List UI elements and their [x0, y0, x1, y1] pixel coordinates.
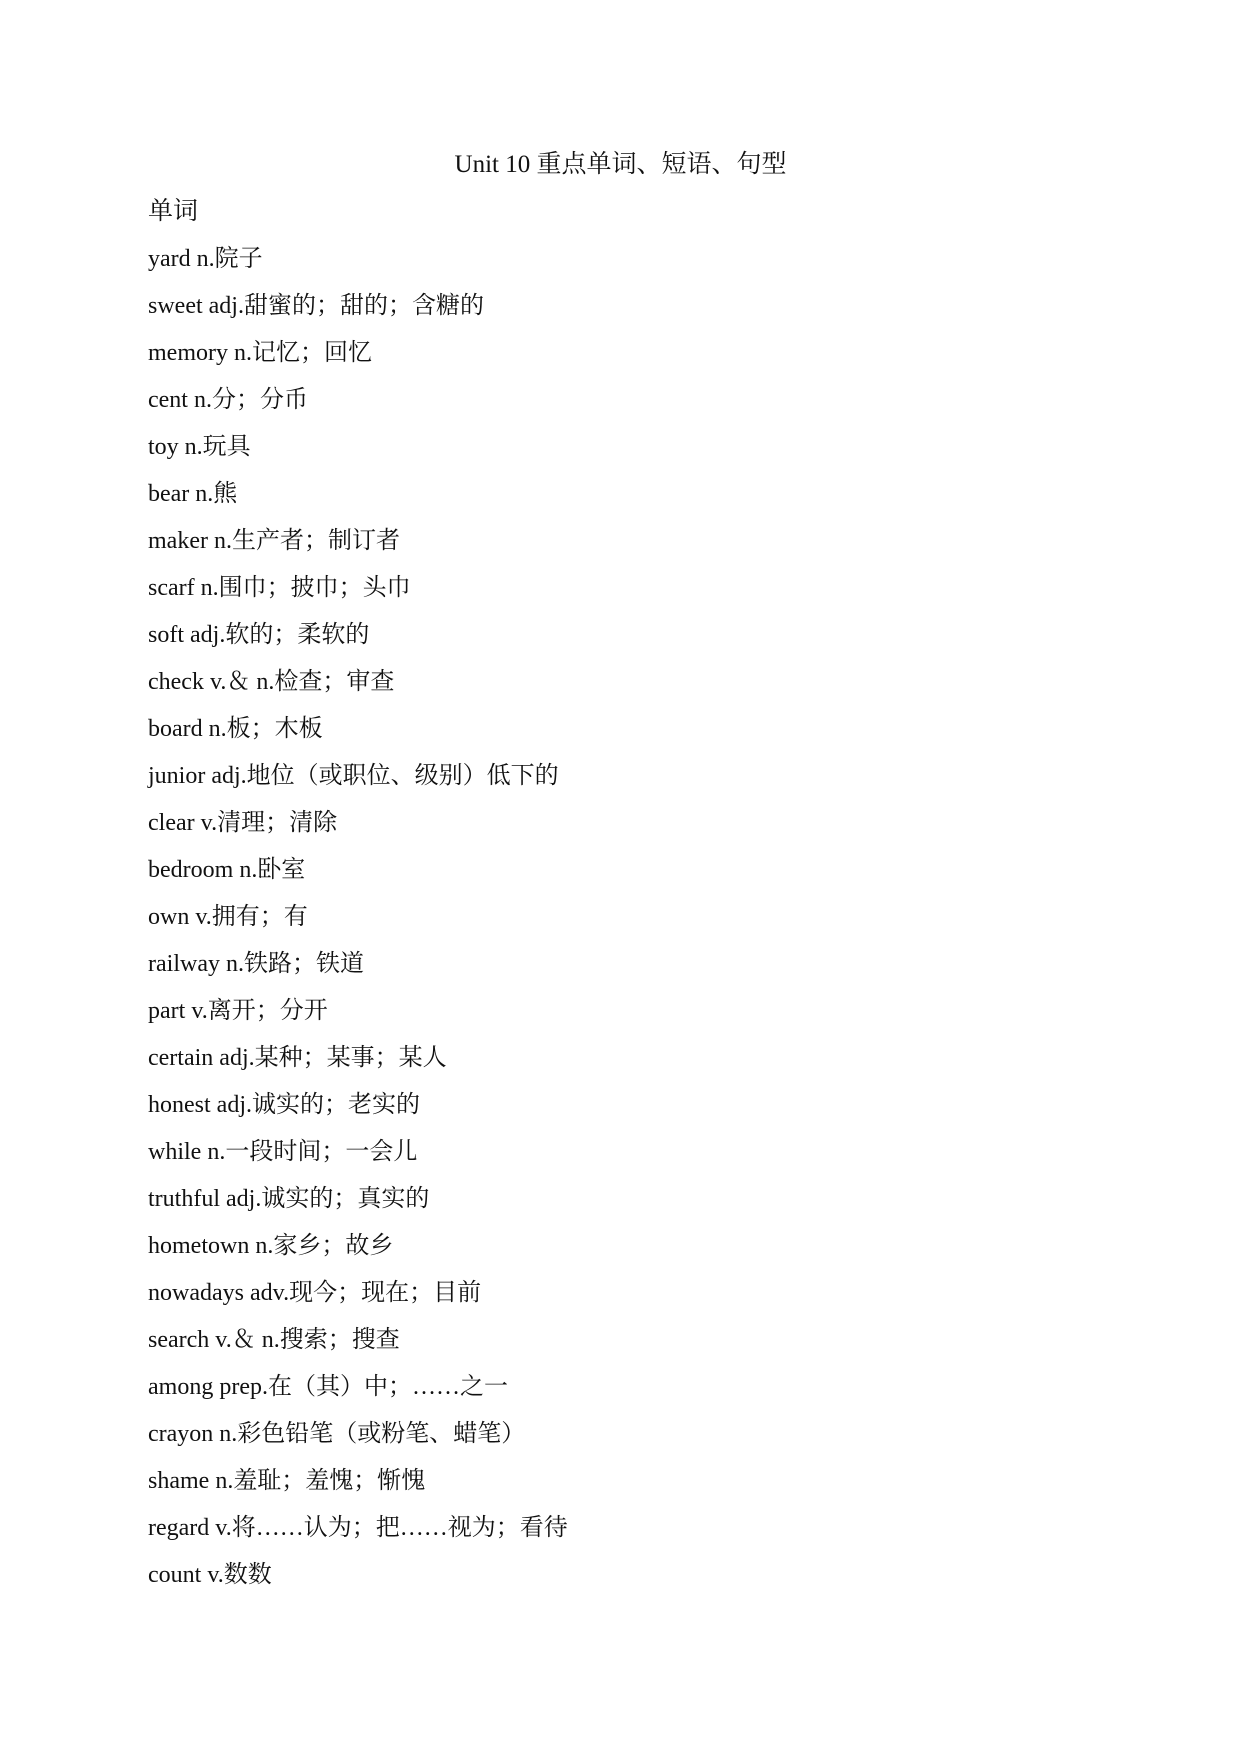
vocab-word: sweet	[148, 293, 203, 319]
vocab-word: toy	[148, 434, 179, 460]
vocab-entry	[148, 897, 568, 944]
vocab-word: part	[148, 998, 186, 1024]
vocab-entry	[148, 1226, 568, 1273]
vocab-entry	[148, 1038, 568, 1085]
vocab-word: count	[148, 1562, 202, 1588]
vocab-word: truthful	[148, 1186, 220, 1212]
vocab-entry	[148, 709, 568, 756]
vocab-word: regard	[148, 1515, 210, 1541]
vocab-word: clear	[148, 810, 195, 836]
vocab-definition: n.生产者；制订者	[213, 528, 400, 554]
vocab-definition: v.数数	[207, 1562, 272, 1588]
vocab-definition: v.拥有；有	[195, 904, 308, 930]
vocab-entry	[148, 850, 568, 897]
vocab-word: certain	[148, 1045, 214, 1071]
vocab-word: memory	[148, 340, 228, 366]
vocab-entry	[148, 380, 568, 427]
vocab-definition: n.围巾；披巾；头巾	[200, 575, 411, 601]
vocab-entry	[148, 568, 568, 615]
vocab-entry	[148, 1555, 568, 1602]
vocab-entry	[148, 756, 568, 803]
vocab-entry	[148, 1085, 568, 1132]
vocab-entry	[148, 1273, 568, 1320]
vocab-definition: adv.现今；现在；目前	[249, 1280, 482, 1306]
vocab-word: soft	[148, 622, 184, 648]
vocab-definition: adj.某种；某事；某人	[219, 1045, 447, 1071]
vocab-word: bear	[148, 481, 190, 507]
vocab-entry	[148, 1461, 568, 1508]
vocab-word: crayon	[148, 1421, 214, 1447]
vocab-entry	[148, 427, 568, 474]
vocab-word: while	[148, 1139, 202, 1165]
vocab-entry	[148, 662, 568, 709]
vocab-entry	[148, 286, 568, 333]
vocab-definition: adj.诚实的；真实的	[226, 1186, 430, 1212]
vocab-entry	[148, 474, 568, 521]
vocab-definition: adj.软的；柔软的	[190, 622, 370, 648]
vocab-definition: n.分；分币	[193, 387, 308, 413]
vocab-word: railway	[148, 951, 220, 977]
vocab-definition: n.板；木板	[208, 716, 323, 742]
vocab-entry	[148, 1320, 568, 1367]
vocab-definition: v.清理；清除	[200, 810, 338, 836]
section-heading-words: 单词	[148, 198, 199, 225]
vocab-word: check	[148, 669, 204, 695]
vocab-entry	[148, 1132, 568, 1179]
vocab-entry	[148, 521, 568, 568]
vocab-definition: adj.地位（或职位、级别）低下的	[211, 763, 559, 789]
vocab-definition: v.离开；分开	[191, 998, 328, 1024]
vocab-definition: n.一段时间；一会儿	[207, 1139, 418, 1165]
vocab-entry	[148, 333, 568, 380]
vocab-word: junior	[148, 763, 206, 789]
vocab-definition: n.彩色铅笔（或粉笔、蜡笔）	[219, 1421, 526, 1447]
vocab-entry	[148, 1414, 568, 1461]
vocab-definition: n.卧室	[239, 857, 306, 883]
vocab-definition: n.家乡；故乡	[255, 1233, 394, 1259]
vocab-definition: adj.甜蜜的；甜的；含糖的	[208, 293, 484, 319]
vocab-entry	[148, 1508, 568, 1555]
vocab-definition: n.记忆；回忆	[233, 340, 372, 366]
vocab-entry	[148, 239, 568, 286]
vocab-word: hometown	[148, 1233, 250, 1259]
vocab-word: scarf	[148, 575, 195, 601]
vocab-word: search	[148, 1327, 210, 1353]
vocab-word: cent	[148, 387, 188, 413]
vocab-entry	[148, 615, 568, 662]
vocab-word: honest	[148, 1092, 211, 1118]
vocab-entry	[148, 991, 568, 1038]
vocab-definition: adj.诚实的；老实的	[216, 1092, 420, 1118]
vocab-definition: n.玩具	[184, 434, 251, 460]
vocab-entry	[148, 803, 568, 850]
vocab-definition: v.＆ n.搜索；搜查	[215, 1327, 400, 1353]
vocab-word: maker	[148, 528, 208, 554]
vocab-entry	[148, 1367, 568, 1414]
vocab-definition: prep.在（其）中；……之一	[219, 1374, 508, 1400]
vocab-word: yard	[148, 246, 191, 272]
vocabulary-list	[148, 239, 568, 1602]
vocab-word: own	[148, 904, 190, 930]
vocab-word: nowadays	[148, 1280, 244, 1306]
vocab-word: shame	[148, 1468, 210, 1494]
vocab-definition: n.熊	[195, 481, 238, 507]
vocab-entry	[148, 1179, 568, 1226]
page-title: Unit 10 重点单词、短语、句型	[454, 151, 787, 178]
vocab-definition: n.羞耻；羞愧；惭愧	[215, 1468, 426, 1494]
vocab-word: bedroom	[148, 857, 234, 883]
vocab-entry	[148, 944, 568, 991]
vocab-definition: v.＆ n.检查；审查	[209, 669, 395, 695]
vocab-definition: n.铁路；铁道	[225, 951, 364, 977]
vocab-word: board	[148, 716, 203, 742]
vocab-definition: n.院子	[196, 246, 263, 272]
vocab-definition: v.将……认为；把……视为；看待	[215, 1515, 568, 1541]
vocab-word: among	[148, 1374, 214, 1400]
